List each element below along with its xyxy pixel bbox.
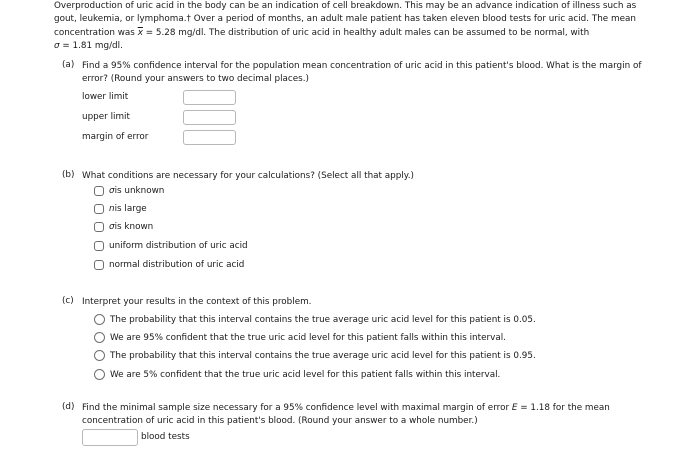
option-label: is known <box>114 222 154 232</box>
radio-button[interactable] <box>94 350 105 361</box>
part-b-tag: (b) <box>62 170 75 180</box>
radio-button[interactable] <box>94 369 105 380</box>
checkbox[interactable] <box>94 260 104 270</box>
part-a-question <box>82 60 682 87</box>
part-d-line-2: concentration of uric acid in this patient's blood. (Round your answer to a whole number.) <box>82 416 478 427</box>
option-symbol: n <box>109 204 115 214</box>
checkbox-option-uniform[interactable] <box>94 241 248 251</box>
checkbox-option-sigma-known[interactable] <box>94 222 153 232</box>
checkbox-option-normal[interactable] <box>94 260 244 270</box>
option-label: uniform distribution of uric acid <box>109 241 248 251</box>
intro-line-4-text: = 1.81 mg/dl. <box>59 40 123 51</box>
checkbox-option-n-large[interactable] <box>94 204 147 214</box>
option-symbol: σ <box>109 186 115 196</box>
intro-line-3 <box>54 27 684 40</box>
part-b-question: What conditions are necessary for your calculations? (Select all that apply.) <box>82 171 414 181</box>
radio-button[interactable] <box>94 314 105 325</box>
option-label: We are 5% confident that the true uric acid level for this patient falls within this interval. <box>110 369 501 380</box>
checkbox[interactable] <box>94 204 104 214</box>
upper-limit-input[interactable] <box>183 110 236 125</box>
part-a-line-2: error? (Round your answers to two decimal places.) <box>82 74 309 85</box>
sample-size-unit: blood tests <box>141 432 190 442</box>
intro-line-2: gout, leukemia, or lymphoma.† Over a period of months, an adult male patient has taken eleven blood tests for uric acid. The mean <box>54 14 636 25</box>
checkbox[interactable] <box>94 186 104 196</box>
lower-limit-label: lower limit <box>82 92 129 102</box>
part-a-line-1: Find a 95% confidence interval for the population mean concentration of uric acid in this patient's blood. What is the margin of <box>82 61 642 71</box>
problem-intro <box>54 0 684 53</box>
intro-line-4 <box>54 40 684 53</box>
option-symbol: σ <box>109 222 115 232</box>
intro-line-3-rest: = 5.28 mg/dl. The distribution of uric acid in healthy adult males can be assumed to be normal, with <box>142 27 590 38</box>
option-label: is unknown <box>114 186 165 196</box>
xbar-symbol: $\overline{x}$ <box>137 27 143 38</box>
e-symbol: E <box>511 403 518 413</box>
part-a-tag: (a) <box>62 60 75 70</box>
part-d-tag: (d) <box>62 402 75 412</box>
sigma-symbol: σ <box>54 40 60 51</box>
upper-limit-label: upper limit <box>82 112 130 122</box>
margin-of-error-input[interactable] <box>183 130 236 145</box>
radio-option-1[interactable] <box>94 314 536 325</box>
part-d-line-1-text: Find the minimal sample size necessary for a 95% confidence level with maximal margin of error <box>82 403 512 413</box>
lower-limit-input[interactable] <box>183 90 236 105</box>
intro-line-1: Overproduction of uric acid in the body can be an indication of cell breakdown. This may be an advance indication of illness such as <box>54 1 637 11</box>
part-d-line-1-rest: = 1.18 for the mean <box>517 403 610 413</box>
option-label: We are 95% confident that the true uric acid level for this patient falls within this interval. <box>110 332 506 343</box>
part-c-tag: (c) <box>62 296 74 306</box>
radio-option-3[interactable] <box>94 350 536 361</box>
checkbox-option-sigma-unknown[interactable] <box>94 186 164 196</box>
option-label: normal distribution of uric acid <box>109 260 245 270</box>
intro-line-3-text: concentration was <box>54 27 138 38</box>
part-c-question: Interpret your results in the context of this problem. <box>82 297 312 307</box>
checkbox[interactable] <box>94 222 104 232</box>
option-label: The probability that this interval contains the true average uric acid level for this patient is 0.95. <box>110 350 536 361</box>
checkbox[interactable] <box>94 241 104 251</box>
option-label: is large <box>114 204 147 214</box>
radio-option-2[interactable] <box>94 332 506 343</box>
part-d-question <box>82 402 682 429</box>
radio-option-4[interactable] <box>94 369 500 380</box>
option-label: The probability that this interval contains the true average uric acid level for this patient is 0.05. <box>110 314 536 325</box>
sample-size-input[interactable] <box>82 429 138 446</box>
margin-of-error-label: margin of error <box>82 132 149 142</box>
radio-button[interactable] <box>94 332 105 343</box>
part-d-line-1 <box>82 402 682 415</box>
